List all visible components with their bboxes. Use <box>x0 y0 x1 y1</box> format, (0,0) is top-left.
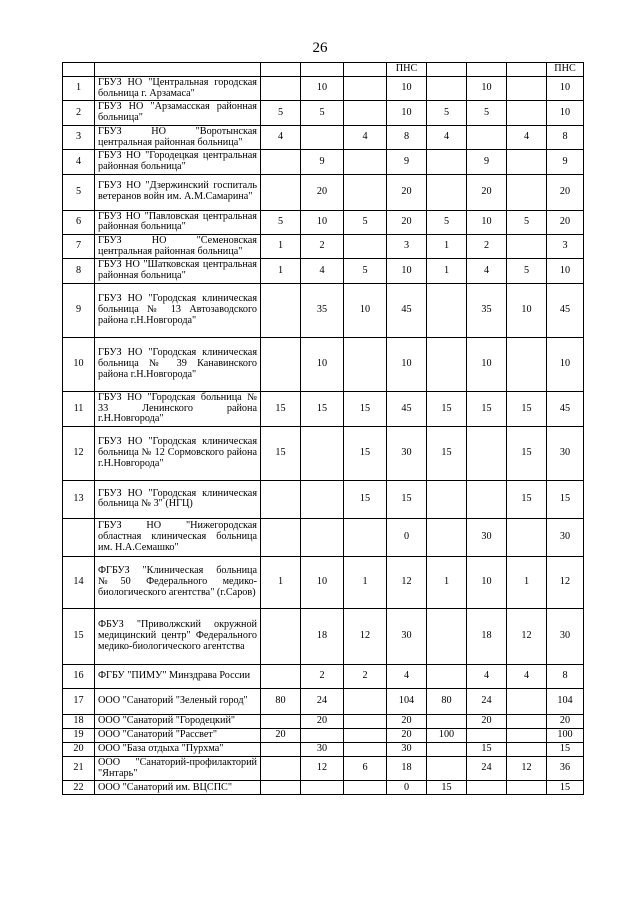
value-cell: 1 <box>261 556 301 608</box>
value-cell <box>261 664 301 688</box>
value-cell <box>427 518 467 556</box>
institution-name: ГБУЗ НО "Городская больница № 33 Ленинского района г.Н.Новгорода" <box>95 391 261 426</box>
value-cell <box>344 781 387 795</box>
value-cell <box>301 728 344 742</box>
value-cell: 4 <box>467 664 507 688</box>
row-number: 12 <box>63 426 95 480</box>
value-cell <box>301 125 344 149</box>
value-cell: 100 <box>427 728 467 742</box>
value-cell <box>507 518 547 556</box>
table-row <box>63 756 584 780</box>
value-cell: 20 <box>261 728 301 742</box>
value-cell <box>427 77 467 101</box>
value-cell <box>507 688 547 714</box>
value-cell: 10 <box>387 77 427 101</box>
value-cell: 15 <box>344 480 387 518</box>
institution-name: ООО "База отдыха "Пурхма" <box>95 742 261 756</box>
value-cell <box>467 480 507 518</box>
row-number: 11 <box>63 391 95 426</box>
value-cell: 45 <box>387 391 427 426</box>
value-cell: 5 <box>261 101 301 125</box>
value-cell: 15 <box>301 391 344 426</box>
row-number: 17 <box>63 688 95 714</box>
row-number: 4 <box>63 150 95 174</box>
table-row <box>63 608 584 664</box>
value-cell <box>507 337 547 391</box>
table-row <box>63 174 584 210</box>
header-cell <box>261 63 301 77</box>
value-cell <box>507 101 547 125</box>
value-cell: 4 <box>344 125 387 149</box>
value-cell: 80 <box>427 688 467 714</box>
value-cell <box>261 337 301 391</box>
value-cell: 15 <box>507 391 547 426</box>
value-cell: 15 <box>344 426 387 480</box>
value-cell <box>427 480 467 518</box>
value-cell <box>507 174 547 210</box>
table-row <box>63 556 584 608</box>
value-cell <box>344 518 387 556</box>
value-cell <box>301 426 344 480</box>
value-cell <box>301 480 344 518</box>
value-cell <box>467 781 507 795</box>
value-cell: 4 <box>427 125 467 149</box>
value-cell: 5 <box>507 210 547 234</box>
value-cell <box>507 235 547 259</box>
row-number: 10 <box>63 337 95 391</box>
row-number: 16 <box>63 664 95 688</box>
value-cell: 10 <box>467 556 507 608</box>
institution-name: ФБУЗ "Приволжский окружной медицинский центр" Федерального медико-биологического агентства <box>95 608 261 664</box>
value-cell <box>467 426 507 480</box>
value-cell <box>507 150 547 174</box>
value-cell <box>427 283 467 337</box>
value-cell: 1 <box>344 556 387 608</box>
row-number: 9 <box>63 283 95 337</box>
value-cell: 20 <box>547 210 584 234</box>
value-cell: 10 <box>387 337 427 391</box>
table-row <box>63 391 584 426</box>
table-row <box>63 125 584 149</box>
value-cell: 4 <box>507 664 547 688</box>
value-cell: 104 <box>547 688 584 714</box>
value-cell <box>427 714 467 728</box>
table-row <box>63 77 584 101</box>
value-cell: 24 <box>467 756 507 780</box>
value-cell <box>261 714 301 728</box>
value-cell <box>261 756 301 780</box>
value-cell: 4 <box>467 259 507 283</box>
value-cell <box>261 608 301 664</box>
value-cell: 5 <box>344 210 387 234</box>
value-cell <box>427 742 467 756</box>
institution-name: ГБУЗ НО "Нижегородская областная клиническая больница им. Н.А.Семашко" <box>95 518 261 556</box>
value-cell: 15 <box>344 391 387 426</box>
value-cell: 10 <box>507 283 547 337</box>
value-cell: 30 <box>387 742 427 756</box>
value-cell: 45 <box>387 283 427 337</box>
row-number: 13 <box>63 480 95 518</box>
row-number: 2 <box>63 101 95 125</box>
institution-name: ООО "Санаторий "Рассвет" <box>95 728 261 742</box>
value-cell: 10 <box>547 337 584 391</box>
value-cell: 24 <box>301 688 344 714</box>
value-cell <box>427 664 467 688</box>
institution-name: ФГБУЗ "Клиническая больница №50 Федерального медико-биологического агентства" (г.Саров) <box>95 556 261 608</box>
value-cell <box>467 728 507 742</box>
value-cell: 0 <box>387 518 427 556</box>
table-row <box>63 480 584 518</box>
value-cell: 20 <box>387 714 427 728</box>
institution-name: ГБУЗ НО "Шатковская центральная районная больница" <box>95 259 261 283</box>
value-cell: 9 <box>467 150 507 174</box>
value-cell <box>344 728 387 742</box>
value-cell: 35 <box>301 283 344 337</box>
institution-name: ГБУЗ НО "Городецкая центральная районная больница" <box>95 150 261 174</box>
institution-name: ГБУЗ НО "Городская клиническая больница № 3" (НГЦ) <box>95 480 261 518</box>
hospital-table <box>62 62 584 795</box>
value-cell <box>507 781 547 795</box>
row-number: 6 <box>63 210 95 234</box>
value-cell: 35 <box>467 283 507 337</box>
institution-name: ГБУЗ НО "Городская клиническая больница № 39 Канавинского района г.Н.Новгорода" <box>95 337 261 391</box>
institution-name: ГБУЗ НО "Центральная городская больница г. Арзамаса" <box>95 77 261 101</box>
value-cell: 104 <box>387 688 427 714</box>
value-cell: 10 <box>467 77 507 101</box>
value-cell <box>344 337 387 391</box>
value-cell: 1 <box>427 556 467 608</box>
value-cell: 9 <box>547 150 584 174</box>
value-cell: 10 <box>301 77 344 101</box>
row-number: 19 <box>63 728 95 742</box>
value-cell: 30 <box>547 426 584 480</box>
value-cell: 12 <box>507 756 547 780</box>
header-cell <box>95 63 261 77</box>
value-cell: 15 <box>261 426 301 480</box>
row-number: 15 <box>63 608 95 664</box>
value-cell: 1 <box>261 235 301 259</box>
value-cell: 15 <box>467 391 507 426</box>
value-cell: 15 <box>547 742 584 756</box>
value-cell: 12 <box>344 608 387 664</box>
value-cell: 15 <box>427 426 467 480</box>
table-row <box>63 688 584 714</box>
value-cell: 30 <box>547 518 584 556</box>
table-row <box>63 714 584 728</box>
value-cell: 10 <box>547 259 584 283</box>
header-cell: ПНС <box>547 63 584 77</box>
header-cell <box>427 63 467 77</box>
value-cell: 10 <box>301 556 344 608</box>
value-cell: 10 <box>387 259 427 283</box>
value-cell: 0 <box>387 781 427 795</box>
row-number: 7 <box>63 235 95 259</box>
value-cell <box>467 125 507 149</box>
value-cell: 24 <box>467 688 507 714</box>
value-cell: 15 <box>261 391 301 426</box>
header-cell <box>301 63 344 77</box>
value-cell: 80 <box>261 688 301 714</box>
table-row <box>63 235 584 259</box>
value-cell <box>261 518 301 556</box>
row-number: 22 <box>63 781 95 795</box>
value-cell: 1 <box>507 556 547 608</box>
value-cell <box>344 101 387 125</box>
value-cell: 30 <box>301 742 344 756</box>
value-cell: 15 <box>427 781 467 795</box>
value-cell: 30 <box>387 426 427 480</box>
value-cell: 30 <box>387 608 427 664</box>
value-cell: 36 <box>547 756 584 780</box>
value-cell <box>507 77 547 101</box>
table-row <box>63 781 584 795</box>
header-cell <box>63 63 95 77</box>
value-cell: 10 <box>547 77 584 101</box>
value-cell: 5 <box>507 259 547 283</box>
value-cell: 18 <box>301 608 344 664</box>
value-cell: 45 <box>547 391 584 426</box>
value-cell: 30 <box>547 608 584 664</box>
table-body <box>63 63 584 795</box>
value-cell <box>427 174 467 210</box>
value-cell <box>427 756 467 780</box>
value-cell: 1 <box>261 259 301 283</box>
value-cell: 9 <box>301 150 344 174</box>
table-row <box>63 426 584 480</box>
table-row <box>63 664 584 688</box>
value-cell <box>261 781 301 795</box>
value-cell: 3 <box>547 235 584 259</box>
value-cell <box>344 150 387 174</box>
value-cell <box>507 742 547 756</box>
value-cell: 100 <box>547 728 584 742</box>
value-cell: 30 <box>467 518 507 556</box>
value-cell: 1 <box>427 259 467 283</box>
value-cell: 5 <box>427 101 467 125</box>
value-cell <box>261 174 301 210</box>
value-cell: 20 <box>467 174 507 210</box>
value-cell: 2 <box>344 664 387 688</box>
value-cell: 20 <box>387 174 427 210</box>
value-cell <box>344 77 387 101</box>
institution-name: ГБУЗ НО "Павловская центральная районная больница" <box>95 210 261 234</box>
value-cell: 12 <box>507 608 547 664</box>
value-cell <box>344 742 387 756</box>
row-number: 21 <box>63 756 95 780</box>
value-cell: 10 <box>387 101 427 125</box>
value-cell: 5 <box>301 101 344 125</box>
table-row <box>63 742 584 756</box>
table-row <box>63 150 584 174</box>
value-cell: 5 <box>344 259 387 283</box>
value-cell: 18 <box>387 756 427 780</box>
value-cell <box>261 283 301 337</box>
institution-name: ГБУЗ НО "Воротынская центральная районная больница" <box>95 125 261 149</box>
table-row <box>63 337 584 391</box>
value-cell: 15 <box>387 480 427 518</box>
row-number: 5 <box>63 174 95 210</box>
value-cell: 15 <box>507 426 547 480</box>
value-cell: 20 <box>547 714 584 728</box>
header-cell <box>467 63 507 77</box>
institution-name: ООО "Санаторий им. ВЦСПС" <box>95 781 261 795</box>
value-cell: 10 <box>301 210 344 234</box>
table-row <box>63 210 584 234</box>
value-cell: 15 <box>547 781 584 795</box>
value-cell: 10 <box>467 337 507 391</box>
row-number: 3 <box>63 125 95 149</box>
value-cell <box>507 714 547 728</box>
value-cell <box>427 150 467 174</box>
institution-name: ФГБУ "ПИМУ" Минздрава России <box>95 664 261 688</box>
value-cell: 18 <box>467 608 507 664</box>
value-cell <box>301 781 344 795</box>
value-cell <box>507 728 547 742</box>
value-cell: 3 <box>387 235 427 259</box>
value-cell <box>261 150 301 174</box>
value-cell: 20 <box>467 714 507 728</box>
value-cell: 10 <box>301 337 344 391</box>
table-row <box>63 518 584 556</box>
value-cell <box>344 174 387 210</box>
value-cell: 20 <box>387 728 427 742</box>
value-cell <box>261 480 301 518</box>
institution-name: ГБУЗ НО "Городская клиническая больница № 12 Сормовского района г.Н.Новгорода" <box>95 426 261 480</box>
value-cell: 45 <box>547 283 584 337</box>
value-cell: 5 <box>427 210 467 234</box>
value-cell: 10 <box>547 101 584 125</box>
value-cell: 2 <box>301 664 344 688</box>
value-cell: 1 <box>427 235 467 259</box>
value-cell: 15 <box>507 480 547 518</box>
table-row <box>63 728 584 742</box>
row-number: 20 <box>63 742 95 756</box>
institution-name: ГБУЗ НО "Семеновская центральная районная больница" <box>95 235 261 259</box>
value-cell: 15 <box>467 742 507 756</box>
row-number: 8 <box>63 259 95 283</box>
value-cell <box>261 742 301 756</box>
institution-name: ГБУЗ НО "Дзержинский госпиталь ветеранов войн им. А.М.Самарина" <box>95 174 261 210</box>
value-cell <box>301 518 344 556</box>
table-row <box>63 259 584 283</box>
value-cell: 20 <box>387 210 427 234</box>
value-cell: 15 <box>427 391 467 426</box>
institution-name: ГБУЗ НО "Арзамасская районная больница" <box>95 101 261 125</box>
value-cell <box>427 608 467 664</box>
row-number: 1 <box>63 77 95 101</box>
value-cell <box>344 688 387 714</box>
value-cell: 5 <box>261 210 301 234</box>
value-cell: 15 <box>547 480 584 518</box>
value-cell <box>427 337 467 391</box>
page-number: 26 <box>312 40 328 56</box>
institution-name: ООО "Санаторий "Зеленый город" <box>95 688 261 714</box>
value-cell: 20 <box>301 174 344 210</box>
value-cell: 20 <box>301 714 344 728</box>
value-cell <box>344 714 387 728</box>
value-cell: 20 <box>547 174 584 210</box>
value-cell: 12 <box>301 756 344 780</box>
value-cell: 10 <box>467 210 507 234</box>
value-cell: 8 <box>387 125 427 149</box>
value-cell: 4 <box>507 125 547 149</box>
value-cell: 8 <box>547 125 584 149</box>
value-cell: 12 <box>387 556 427 608</box>
value-cell: 2 <box>301 235 344 259</box>
table-row <box>63 101 584 125</box>
value-cell: 8 <box>547 664 584 688</box>
value-cell <box>261 77 301 101</box>
row-number: 18 <box>63 714 95 728</box>
value-cell: 2 <box>467 235 507 259</box>
value-cell: 12 <box>547 556 584 608</box>
value-cell: 5 <box>467 101 507 125</box>
header-cell <box>507 63 547 77</box>
row-number <box>63 518 95 556</box>
table-row <box>63 283 584 337</box>
value-cell: 9 <box>387 150 427 174</box>
institution-name: ГБУЗ НО "Городская клиническая больница № 13 Автозаводского района г.Н.Новгорода" <box>95 283 261 337</box>
value-cell: 4 <box>387 664 427 688</box>
value-cell: 6 <box>344 756 387 780</box>
institution-name: ООО "Санаторий-профилакторий "Янтарь" <box>95 756 261 780</box>
value-cell: 10 <box>344 283 387 337</box>
header-row <box>63 63 584 77</box>
value-cell <box>344 235 387 259</box>
value-cell: 4 <box>261 125 301 149</box>
row-number: 14 <box>63 556 95 608</box>
header-cell <box>344 63 387 77</box>
value-cell: 4 <box>301 259 344 283</box>
institution-name: ООО "Санаторий "Городецкий" <box>95 714 261 728</box>
header-cell: ПНС <box>387 63 427 77</box>
